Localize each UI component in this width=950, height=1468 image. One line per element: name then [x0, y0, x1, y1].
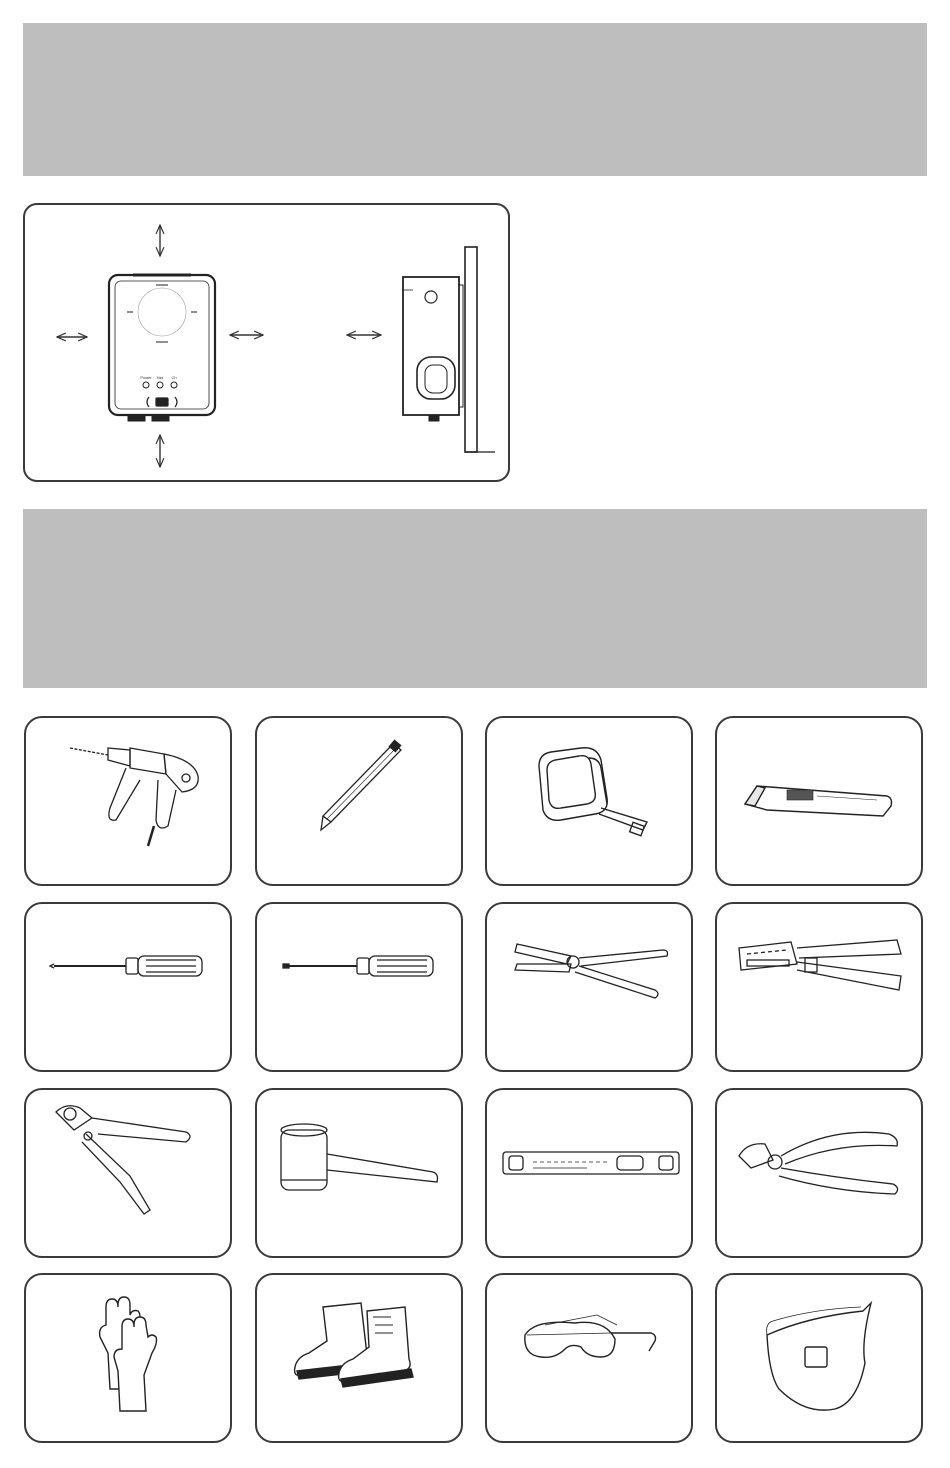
- gloves-icon: [26, 1275, 234, 1445]
- goggles-icon: [487, 1275, 695, 1445]
- tool-card-utility-knife: [715, 716, 923, 886]
- clearance-diagram: [25, 205, 512, 484]
- tool-card-spirit-level: [485, 1088, 693, 1258]
- led-label-net: Net: [156, 375, 164, 380]
- tool-card-phillips-screwdriver: [24, 902, 232, 1072]
- tool-card-marker-pen: [255, 716, 463, 886]
- charger-side-view: [403, 277, 463, 421]
- led-label-power: Power: [140, 375, 152, 380]
- tool-card-insulated-gloves: [24, 1273, 232, 1443]
- tape-measure-icon: [487, 718, 695, 888]
- tool-card-safety-goggles: [485, 1273, 693, 1443]
- tool-card-dust-mask: [715, 1273, 923, 1443]
- mallet-icon: [257, 1090, 465, 1260]
- tool-card-cable-cutter: [24, 1088, 232, 1258]
- clearance-diagram-panel: [23, 203, 510, 482]
- cable-cutter-icon: [26, 1090, 234, 1260]
- utility-knife-icon: [717, 718, 925, 888]
- led-labels: [140, 375, 176, 380]
- crimping-tool-icon: [717, 904, 925, 1074]
- dust-mask-icon: [717, 1275, 925, 1445]
- led-label-ch: Ch: [171, 375, 177, 380]
- boots-icon: [257, 1275, 465, 1445]
- tool-card-diagonal-pliers: [715, 1088, 923, 1258]
- drill-icon: [26, 718, 234, 888]
- tool-card-electric-drill: [24, 716, 232, 886]
- tool-card-rubber-mallet: [255, 1088, 463, 1258]
- tool-card-wire-stripper: [485, 902, 693, 1072]
- level-icon: [487, 1090, 695, 1260]
- rfid-card-icon: [147, 397, 177, 407]
- tool-card-tape-measure: [485, 716, 693, 886]
- phillips-screwdriver-icon: [26, 904, 234, 1074]
- double-arrow-icon: [57, 225, 381, 467]
- wire-stripper-icon: [487, 904, 695, 1074]
- header-band-installation-space: [23, 23, 927, 176]
- diagonal-pliers-icon: [717, 1090, 925, 1260]
- header-band-tools-required: [23, 509, 927, 688]
- tool-card-crimping-tool: [715, 902, 923, 1072]
- pen-icon: [257, 718, 465, 888]
- flat-screwdriver-icon: [257, 904, 465, 1074]
- tool-card-flat-screwdriver: [255, 902, 463, 1072]
- tool-card-safety-boots: [255, 1273, 463, 1443]
- wall: [465, 247, 495, 452]
